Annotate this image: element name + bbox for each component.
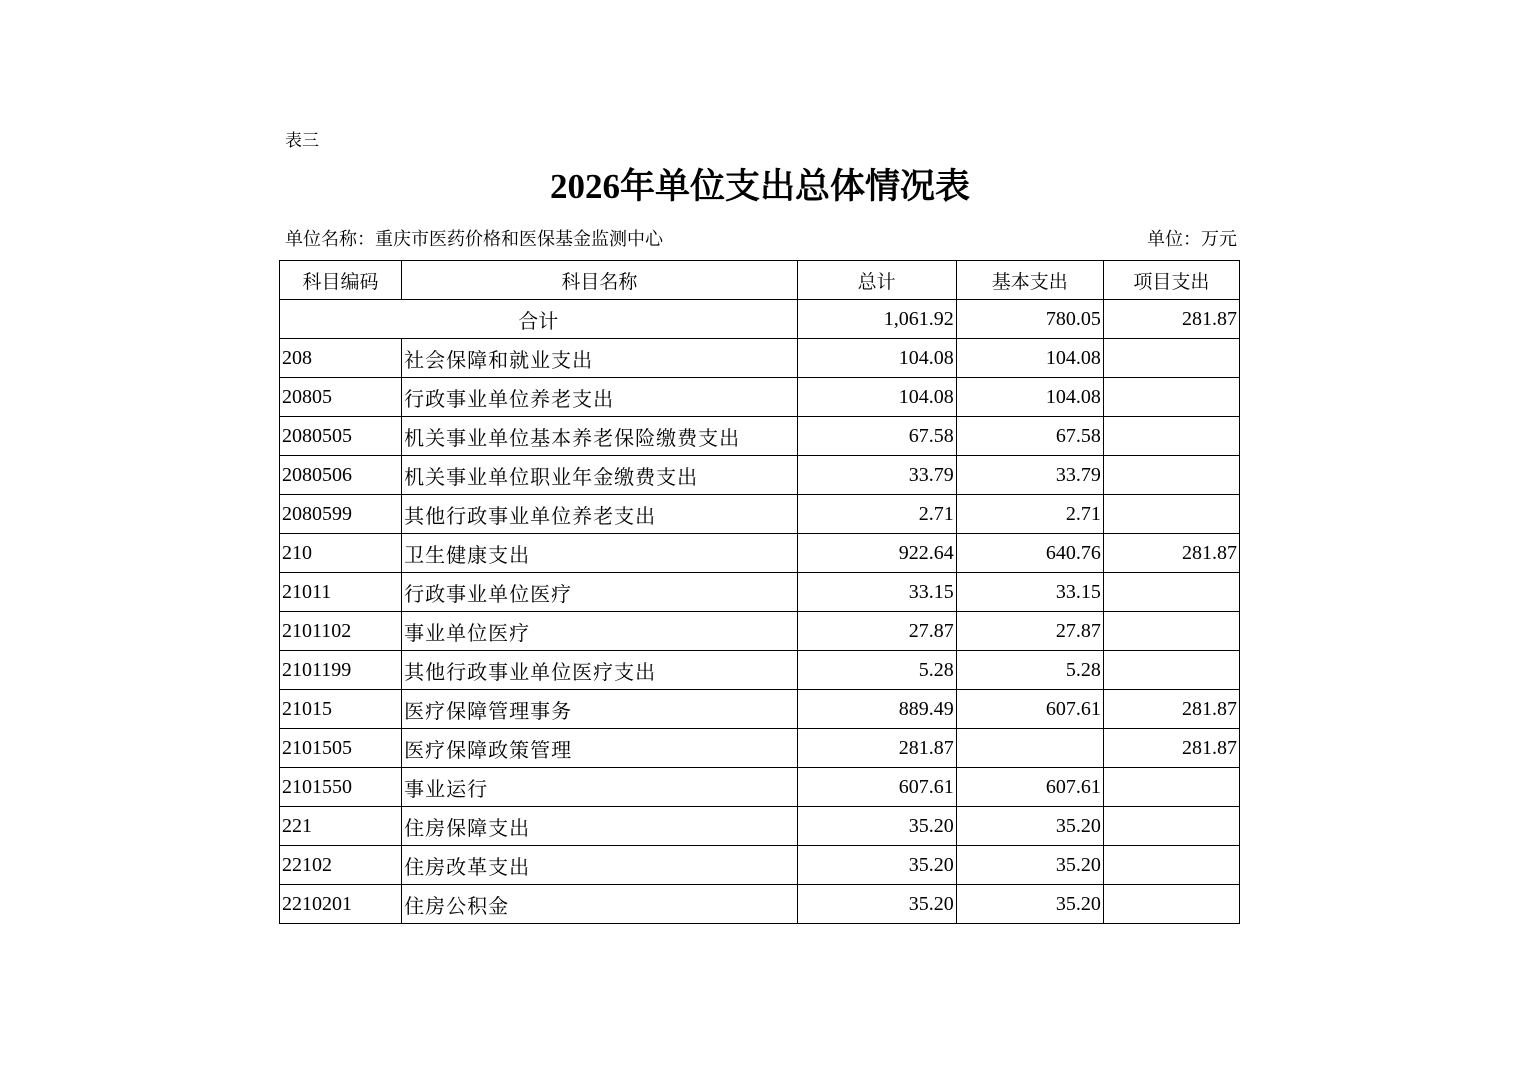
cell-total: 5.28 xyxy=(797,651,956,690)
cell-code: 2101550 xyxy=(280,768,402,807)
header-row xyxy=(280,261,1240,300)
cell-project xyxy=(1103,612,1239,651)
table-row xyxy=(280,885,1240,924)
cell-basic: 5.28 xyxy=(956,651,1103,690)
cell-code: 2101505 xyxy=(280,729,402,768)
cell-code: 21011 xyxy=(280,573,402,612)
cell-code: 210 xyxy=(280,534,402,573)
header-code: 科目编码 xyxy=(280,261,402,300)
cell-basic: 104.08 xyxy=(956,378,1103,417)
cell-project xyxy=(1103,651,1239,690)
cell-name: 住房改革支出 xyxy=(402,846,797,885)
header-basic: 基本支出 xyxy=(956,261,1103,300)
cell-project: 281.87 xyxy=(1103,534,1239,573)
cell-project xyxy=(1103,807,1239,846)
cell-total: 35.20 xyxy=(797,885,956,924)
table-row xyxy=(280,456,1240,495)
table-row xyxy=(280,534,1240,573)
cell-name: 事业运行 xyxy=(402,768,797,807)
cell-total: 281.87 xyxy=(797,729,956,768)
cell-code: 208 xyxy=(280,339,402,378)
cell-total: 104.08 xyxy=(797,339,956,378)
cell-code: 20805 xyxy=(280,378,402,417)
cell-project xyxy=(1103,573,1239,612)
summary-total: 1,061.92 xyxy=(797,300,956,339)
cell-project xyxy=(1103,846,1239,885)
header-project: 项目支出 xyxy=(1103,261,1239,300)
page-title: 2026年单位支出总体情况表 xyxy=(549,167,970,206)
cell-project xyxy=(1103,768,1239,807)
document-label: 表三 xyxy=(285,131,319,151)
cell-total: 922.64 xyxy=(797,534,956,573)
cell-total: 2.71 xyxy=(797,495,956,534)
table-row xyxy=(280,768,1240,807)
cell-name: 医疗保障政策管理 xyxy=(402,729,797,768)
cell-basic: 35.20 xyxy=(956,846,1103,885)
cell-basic: 27.87 xyxy=(956,612,1103,651)
cell-code: 22102 xyxy=(280,846,402,885)
cell-code: 2080506 xyxy=(280,456,402,495)
summary-label: 合计 xyxy=(280,300,798,339)
cell-basic: 607.61 xyxy=(956,768,1103,807)
cell-basic xyxy=(956,729,1103,768)
unit-label: 单位：万元 xyxy=(1147,229,1237,250)
cell-basic: 607.61 xyxy=(956,690,1103,729)
cell-basic: 640.76 xyxy=(956,534,1103,573)
cell-name: 机关事业单位职业年金缴费支出 xyxy=(402,456,797,495)
cell-name: 住房保障支出 xyxy=(402,807,797,846)
cell-name: 行政事业单位医疗 xyxy=(402,573,797,612)
cell-basic: 67.58 xyxy=(956,417,1103,456)
cell-name: 社会保障和就业支出 xyxy=(402,339,797,378)
cell-name: 其他行政事业单位养老支出 xyxy=(402,495,797,534)
table-row xyxy=(280,378,1240,417)
summary-row xyxy=(280,300,1240,339)
cell-total: 35.20 xyxy=(797,846,956,885)
cell-total: 104.08 xyxy=(797,378,956,417)
expenditure-table xyxy=(279,260,1240,924)
cell-total: 33.15 xyxy=(797,573,956,612)
cell-total: 27.87 xyxy=(797,612,956,651)
cell-basic: 33.15 xyxy=(956,573,1103,612)
cell-total: 67.58 xyxy=(797,417,956,456)
cell-code: 2101199 xyxy=(280,651,402,690)
cell-code: 2080505 xyxy=(280,417,402,456)
cell-basic: 33.79 xyxy=(956,456,1103,495)
cell-name: 事业单位医疗 xyxy=(402,612,797,651)
cell-total: 35.20 xyxy=(797,807,956,846)
table-row xyxy=(280,339,1240,378)
table-row xyxy=(280,729,1240,768)
table-row xyxy=(280,612,1240,651)
cell-project xyxy=(1103,456,1239,495)
cell-project: 281.87 xyxy=(1103,729,1239,768)
header-name: 科目名称 xyxy=(402,261,797,300)
cell-name: 行政事业单位养老支出 xyxy=(402,378,797,417)
cell-total: 607.61 xyxy=(797,768,956,807)
meta-row xyxy=(285,228,1237,252)
unit-name: 单位名称：重庆市医药价格和医保基金监测中心 xyxy=(285,229,663,250)
cell-name: 其他行政事业单位医疗支出 xyxy=(402,651,797,690)
cell-basic: 2.71 xyxy=(956,495,1103,534)
cell-project xyxy=(1103,885,1239,924)
summary-basic: 780.05 xyxy=(956,300,1103,339)
cell-name: 卫生健康支出 xyxy=(402,534,797,573)
cell-name: 医疗保障管理事务 xyxy=(402,690,797,729)
cell-name: 机关事业单位基本养老保险缴费支出 xyxy=(402,417,797,456)
cell-code: 2101102 xyxy=(280,612,402,651)
summary-project: 281.87 xyxy=(1103,300,1239,339)
cell-total: 889.49 xyxy=(797,690,956,729)
cell-project xyxy=(1103,495,1239,534)
cell-basic: 35.20 xyxy=(956,885,1103,924)
table-row xyxy=(280,651,1240,690)
cell-project xyxy=(1103,417,1239,456)
cell-basic: 104.08 xyxy=(956,339,1103,378)
cell-project xyxy=(1103,378,1239,417)
table-row xyxy=(280,573,1240,612)
table-row xyxy=(280,417,1240,456)
cell-code: 221 xyxy=(280,807,402,846)
cell-project: 281.87 xyxy=(1103,690,1239,729)
cell-total: 33.79 xyxy=(797,456,956,495)
cell-code: 21015 xyxy=(280,690,402,729)
cell-name: 住房公积金 xyxy=(402,885,797,924)
cell-code: 2210201 xyxy=(280,885,402,924)
header-total: 总计 xyxy=(797,261,956,300)
table-row xyxy=(280,495,1240,534)
table-row xyxy=(280,846,1240,885)
cell-code: 2080599 xyxy=(280,495,402,534)
table-row xyxy=(280,690,1240,729)
cell-project xyxy=(1103,339,1239,378)
cell-basic: 35.20 xyxy=(956,807,1103,846)
table-row xyxy=(280,807,1240,846)
